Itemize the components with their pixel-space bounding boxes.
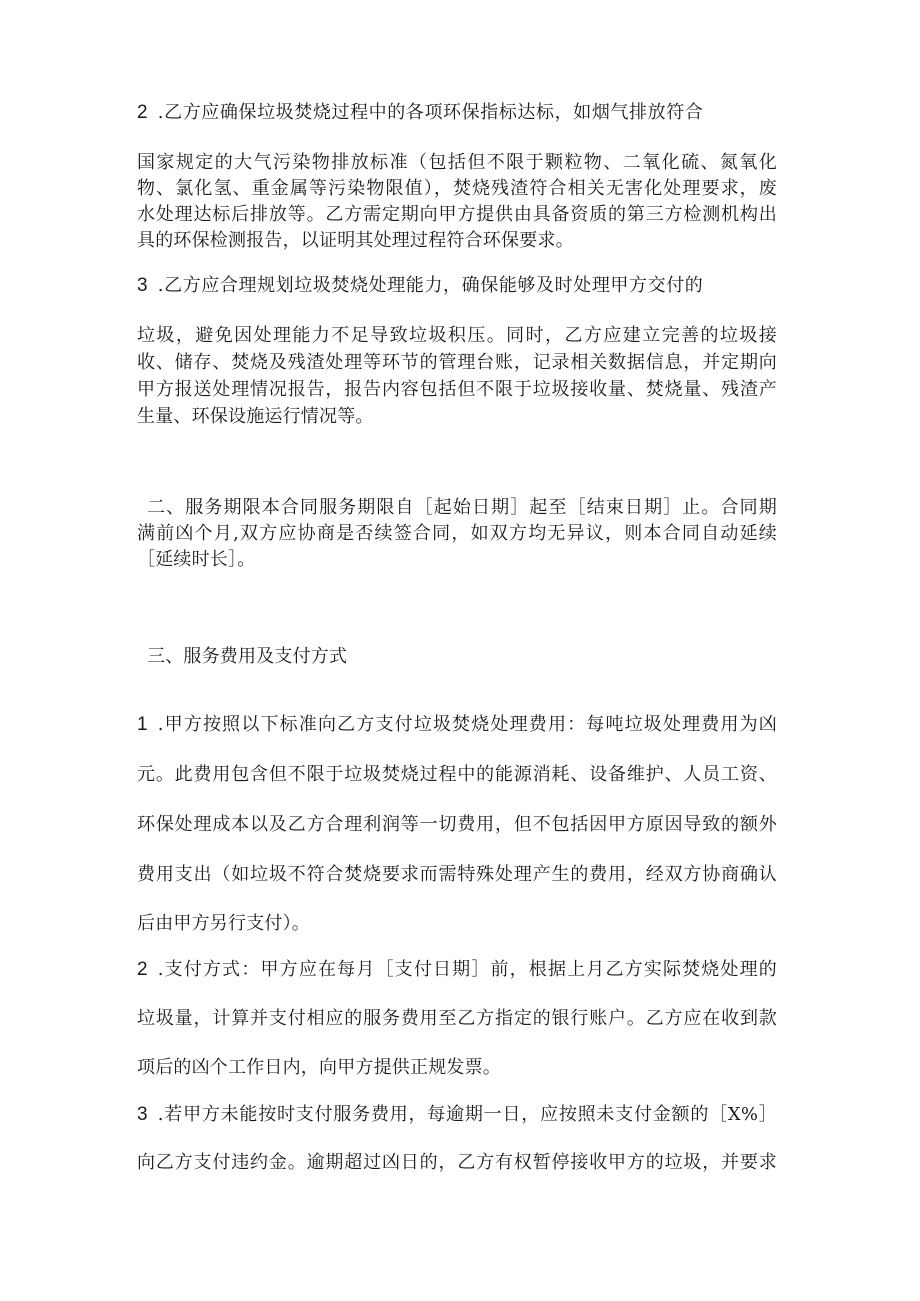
- item-2-line-1: [137, 100, 703, 126]
- fee-item-3-line-1: [137, 1102, 777, 1128]
- item-text: .支付方式：甲方应在每月［支付日期］前，根据上月乙方实际焚烧处理的: [157, 959, 777, 980]
- item-number: 1: [137, 714, 148, 735]
- section-2-line: ［延续时长］。: [137, 549, 256, 570]
- paragraph-line: 收、储存、焚烧及残渣处理等环节的管理台账，记录相关数据信息，并定期向: [137, 352, 777, 373]
- item-text: .若甲方未能按时支付服务费用，每逾期一日，应按照未支付金额的［X%］: [157, 1104, 777, 1125]
- paragraph-line: 垃圾，避免因处理能力不足导致垃圾积压。同时，乙方应建立完善的垃圾接: [137, 325, 777, 346]
- section-2-line: 二、服务期限本合同服务期限自［起始日期］起至［结束日期］止。合同期: [147, 497, 777, 518]
- paragraph-line: 甲方报送处理情况报告，报告内容包括但不限于垃圾接收量、焚烧量、残渣产: [137, 379, 777, 400]
- item-number: 2: [137, 102, 148, 123]
- paragraph-line: 元。此费用包含但不限于垃圾焚烧过程中的能源消耗、设备维护、人员工资、: [137, 764, 777, 785]
- paragraph-line: 水处理达标后排放等。乙方需定期向甲方提供由具备资质的第三方检测机构出: [137, 204, 777, 225]
- item-number: 3: [137, 1104, 148, 1125]
- fee-item-2-line-1: [137, 957, 777, 983]
- paragraph-line: 向乙方支付违约金。逾期超过凶日的，乙方有权暂停接收甲方的垃圾，并要求: [137, 1152, 777, 1173]
- fee-item-1-line-1: [137, 712, 777, 738]
- paragraph-line: 后由甲方另行支付）。: [137, 913, 310, 934]
- section-3-heading: 三、服务费用及支付方式: [147, 646, 348, 667]
- item-text: .甲方按照以下标准向乙方支付垃圾焚烧处理费用：每吨垃圾处理费用为凶: [157, 714, 777, 735]
- item-number: 3: [137, 275, 148, 296]
- paragraph-line: 物、氯化氢、重金属等污染物限值），焚烧残渣符合相关无害化处理要求，废: [137, 178, 777, 199]
- paragraph-line: 具的环保检测报告，以证明其处理过程符合环保要求。: [137, 230, 574, 251]
- item-text: .乙方应确保垃圾焚烧过程中的各项环保指标达标，如烟气排放符合: [157, 102, 703, 123]
- item-number: 2: [137, 959, 148, 980]
- paragraph-line: 项后的凶个工作日内，向甲方提供正规发票。: [137, 1057, 501, 1078]
- item-text: .乙方应合理规划垃圾焚烧处理能力，确保能够及时处理甲方交付的: [157, 275, 703, 296]
- paragraph-line: 垃圾量，计算并支付相应的服务费用至乙方指定的银行账户。乙方应在收到款: [137, 1008, 777, 1029]
- paragraph-line: 环保处理成本以及乙方合理利润等一切费用，但不包括因甲方原因导致的额外: [137, 814, 777, 835]
- paragraph-line: 费用支出（如垃圾不符合焚烧要求而需特殊处理产生的费用，经双方协商确认: [137, 864, 777, 885]
- paragraph-line: 国家规定的大气污染物排放标准（包括但不限于颗粒物、二氧化硫、氮氧化: [137, 152, 777, 173]
- section-2-line: 满前凶个月,双方应协商是否续签合同，如双方均无异议，则本合同自动延续: [137, 523, 777, 544]
- paragraph-line: 生量、环保设施运行情况等。: [137, 406, 374, 427]
- item-3-line-1: [137, 273, 703, 299]
